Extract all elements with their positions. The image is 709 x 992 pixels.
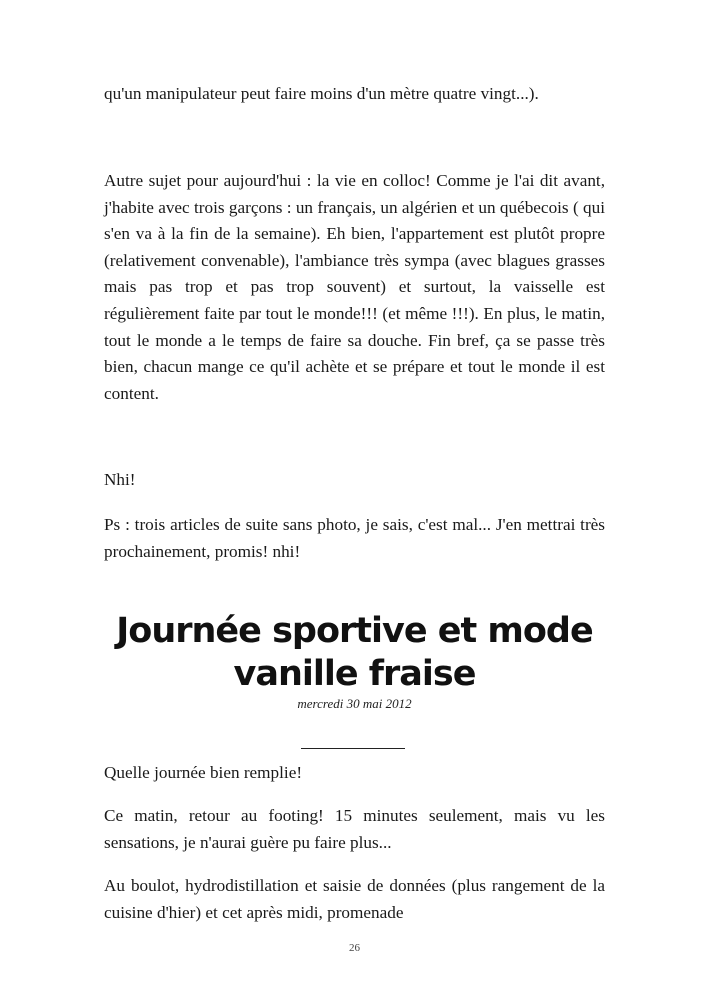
post-paragraph-2: Ce matin, retour au footing! 15 minutes seulement, mais vu les sensations, je n'aurai guère pu faire plus... <box>104 806 605 852</box>
post-title-line-1: Journée sportive et mode <box>116 611 593 651</box>
post-title-line-2: vanille fraise <box>233 654 476 694</box>
post-paragraph-1: Quelle journée bien remplie! <box>104 763 303 782</box>
page-number: 26 <box>349 942 360 954</box>
continuation-paragraph: qu'un manipulateur peut faire moins d'un mètre quatre vingt...). <box>104 84 539 103</box>
post-date: mercredi 30 mai 2012 <box>297 696 412 711</box>
signoff-paragraph: Nhi! <box>104 470 136 489</box>
separator-rule <box>301 748 405 749</box>
ps-paragraph: Ps : trois articles de suite sans photo, je sais, c'est mal... J'en mettrai très prochainement, promis! nhi! <box>104 515 605 561</box>
colloc-paragraph: Autre sujet pour aujourd'hui : la vie en colloc! Comme je l'ai dit avant, j'habite avec trois garçons : un français, un algérien et un québecois ( qui s'en va à la fin de la semaine). Eh bien, l'appartement est plutôt propre (relativement convenable), l'ambiance très sympa (avec blagues grasses mais pas trop et pas trop souvent) et surtout, la vaisselle est régulièrement faite par tout le monde!!! (et même !!!). En plus, le matin, tout le monde a le temps de faire sa douche. Fin bref, ça se passe très bien, chacun mange ce qu'il achète et se prépare et tout le monde il est content. <box>104 171 605 403</box>
post-paragraph-3: Au boulot, hydrodistillation et saisie de données (plus rangement de la cuisine d'hier) et cet après midi, promenade <box>104 876 605 922</box>
